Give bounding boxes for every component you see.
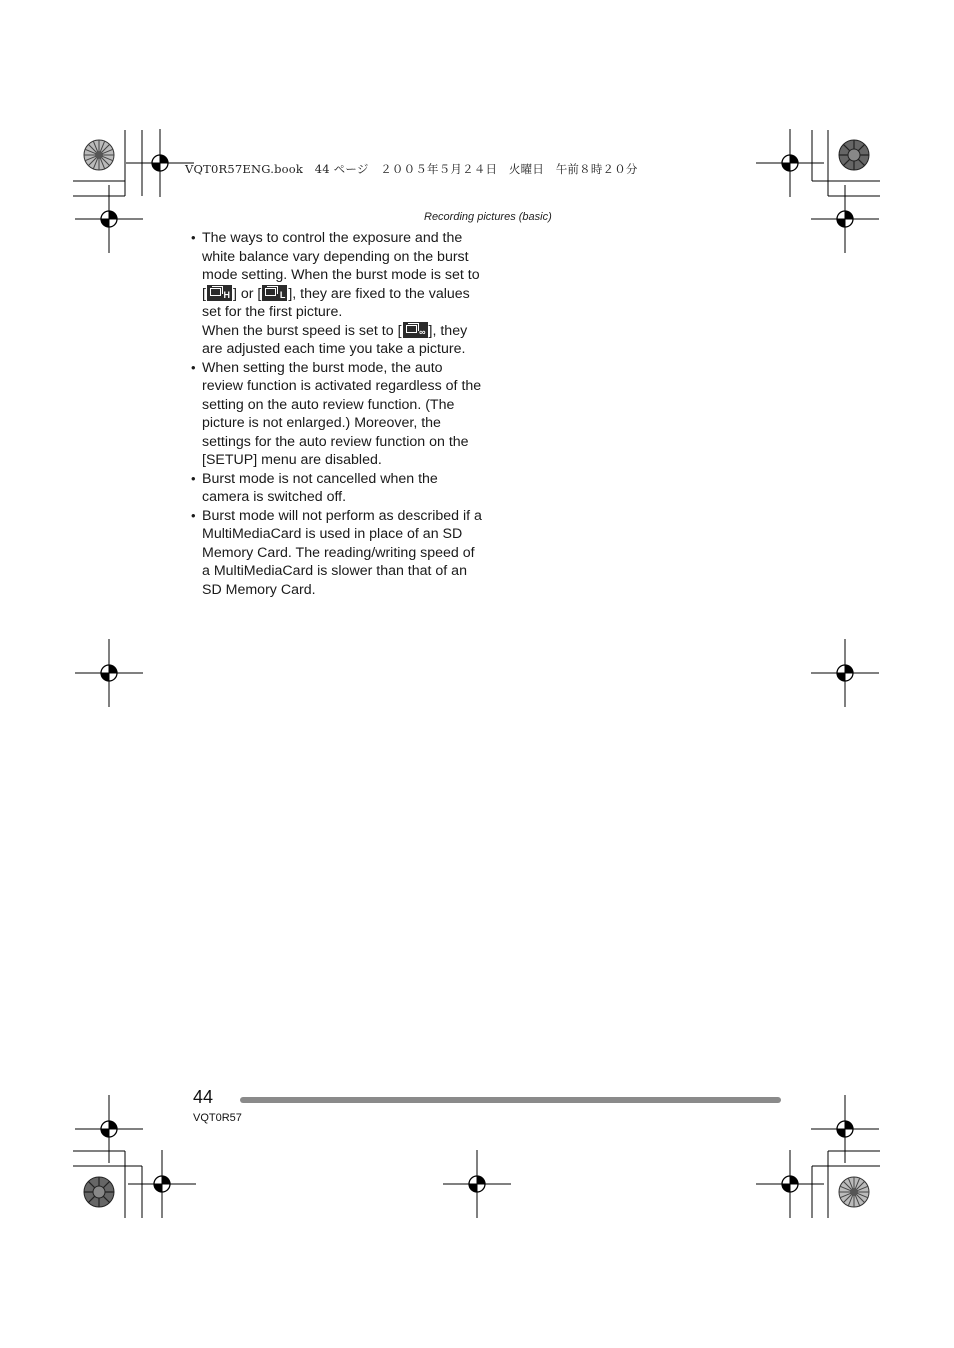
registration-mark-icon (756, 1150, 824, 1218)
color-wheel-icon (839, 140, 869, 170)
list-item: • The ways to control the exposure and the white balance vary depending on the burst mode setting. When the burst mode is set to [ H ] or [ L ], they are fixed to the values set for the first picture. When the burst speed is set to [ ∞ ], they are adjusted each time you take a picture. (191, 229, 483, 359)
print-header: VQT0R57ENG.book 44 ページ ２００５年５月２４日 火曜日 午前８時２０分 (185, 162, 638, 176)
registration-mark-icon (75, 1095, 143, 1163)
registration-mark-icon (126, 129, 194, 197)
registration-mark-icon (811, 1095, 879, 1163)
burst-high-speed-icon: H (207, 285, 232, 301)
registration-mark-icon (811, 639, 879, 707)
registration-mark-icon (756, 129, 824, 197)
color-wheel-icon (84, 140, 114, 170)
registration-mark-icon (128, 1150, 196, 1218)
page-number: 44 (193, 1087, 214, 1107)
bullet-list (191, 229, 483, 599)
registration-mark-icon (75, 185, 143, 253)
color-wheel-icon (839, 1177, 869, 1207)
footer-rule (240, 1097, 781, 1103)
color-wheel-icon (84, 1177, 114, 1207)
doc-code: VQT0R57 (193, 1112, 242, 1124)
section-title: Recording pictures (basic) (424, 211, 552, 223)
list-item: • Burst mode will not perform as described if a MultiMediaCard is used in place of an SD Memory Card. The reading/writing speed of a MultiMediaCard is slower than that of an SD Memory Card. (191, 507, 483, 600)
list-item: • When setting the burst mode, the auto review function is activated regardless of the setting on the auto review function. (The picture is not enlarged.) Moreover, the settings for the auto review function on the [SETUP] menu are disabled. (191, 359, 483, 470)
registration-mark-icon (443, 1150, 511, 1218)
burst-unlimited-icon: ∞ (403, 322, 428, 338)
list-item: • Burst mode is not cancelled when the camera is switched off. (191, 470, 483, 507)
burst-low-speed-icon: L (262, 285, 287, 301)
registration-mark-icon (811, 185, 879, 253)
registration-mark-icon (75, 639, 143, 707)
